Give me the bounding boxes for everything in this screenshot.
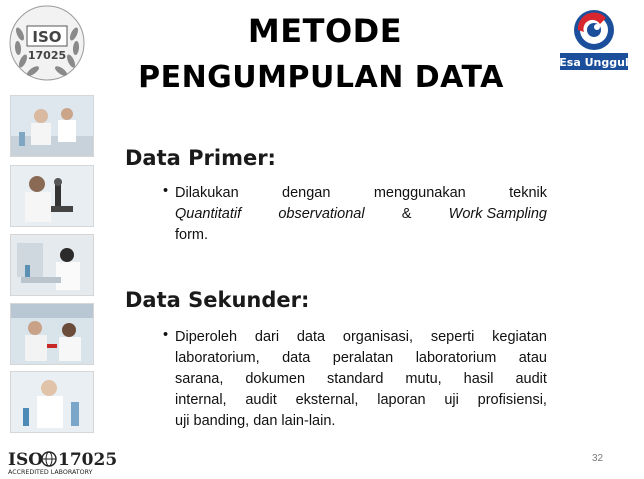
heading-data-primer: Data Primer:: [125, 146, 276, 170]
word: uji: [444, 392, 459, 408]
word: eksternal,: [295, 392, 359, 408]
word: standard: [327, 371, 384, 387]
lab-photo-3: [10, 234, 94, 296]
word: dengan: [282, 185, 331, 201]
word: &: [401, 206, 412, 222]
title-line-1: METODE: [247, 12, 403, 50]
bullet-line: [175, 369, 547, 390]
word: sarana,: [175, 371, 224, 387]
page-number: 32: [592, 453, 604, 464]
iso-footer-number: 17025: [58, 450, 118, 470]
iso-seal-number: 17025: [27, 49, 67, 62]
word: audit: [245, 392, 277, 408]
word: observational: [278, 206, 365, 222]
word: atau: [518, 350, 547, 366]
word: mutu,: [405, 371, 442, 387]
word: seperti: [430, 329, 475, 345]
esa-unggul-text: Esa Unggul: [559, 56, 629, 69]
word: laporan: [377, 392, 426, 408]
word: laboratorium: [415, 350, 497, 366]
word: internal,: [175, 392, 227, 408]
heading-data-sekunder: Data Sekunder:: [125, 288, 310, 312]
word: kegiatan: [492, 329, 547, 345]
bullet-data-sekunder: [163, 327, 547, 432]
word: uji banding, dan lain-lain.: [175, 413, 336, 429]
iso-17025-accredited-logo: [8, 448, 118, 476]
word: form.: [175, 227, 209, 243]
title-line-2: PENGUMPULAN DATA: [138, 60, 504, 95]
bullet-line: [175, 183, 547, 204]
word: menggunakan: [373, 185, 466, 201]
bullet-line: [175, 327, 547, 348]
word: organisasi,: [342, 329, 414, 345]
bullet-line: [175, 348, 547, 369]
esa-unggul-logo: [556, 6, 632, 72]
word: Dilakukan: [175, 185, 239, 201]
lab-photo-2: [10, 165, 94, 227]
word: data: [296, 329, 326, 345]
iso-seal-text: ISO: [32, 28, 62, 46]
lab-photo-4: [10, 303, 94, 365]
bullet-dot: •: [163, 183, 169, 199]
iso-footer-text: ISO: [8, 450, 44, 470]
iso-footer-subtitle: ACCREDITED LABORATORY: [8, 469, 93, 476]
word: profisiensi,: [477, 392, 547, 408]
word: audit: [515, 371, 547, 387]
bullet-dot: •: [163, 327, 169, 343]
word: Work Sampling: [448, 206, 547, 222]
bullet-line: [175, 204, 547, 225]
word: hasil: [463, 371, 494, 387]
word: teknik: [509, 185, 547, 201]
word: dokumen: [245, 371, 306, 387]
bullet-line: [175, 225, 547, 246]
bullet-line: [175, 411, 547, 432]
word: dari: [254, 329, 280, 345]
word: laboratorium,: [175, 350, 260, 366]
word: data: [282, 350, 311, 366]
lab-photo-1: [10, 95, 94, 157]
bullet-line: [175, 390, 547, 411]
lab-photo-5: [10, 371, 94, 433]
word: Quantitatif: [175, 206, 242, 222]
word: Diperoleh: [175, 329, 238, 345]
bullet-data-primer: [163, 183, 547, 246]
word: peralatan: [332, 350, 394, 366]
